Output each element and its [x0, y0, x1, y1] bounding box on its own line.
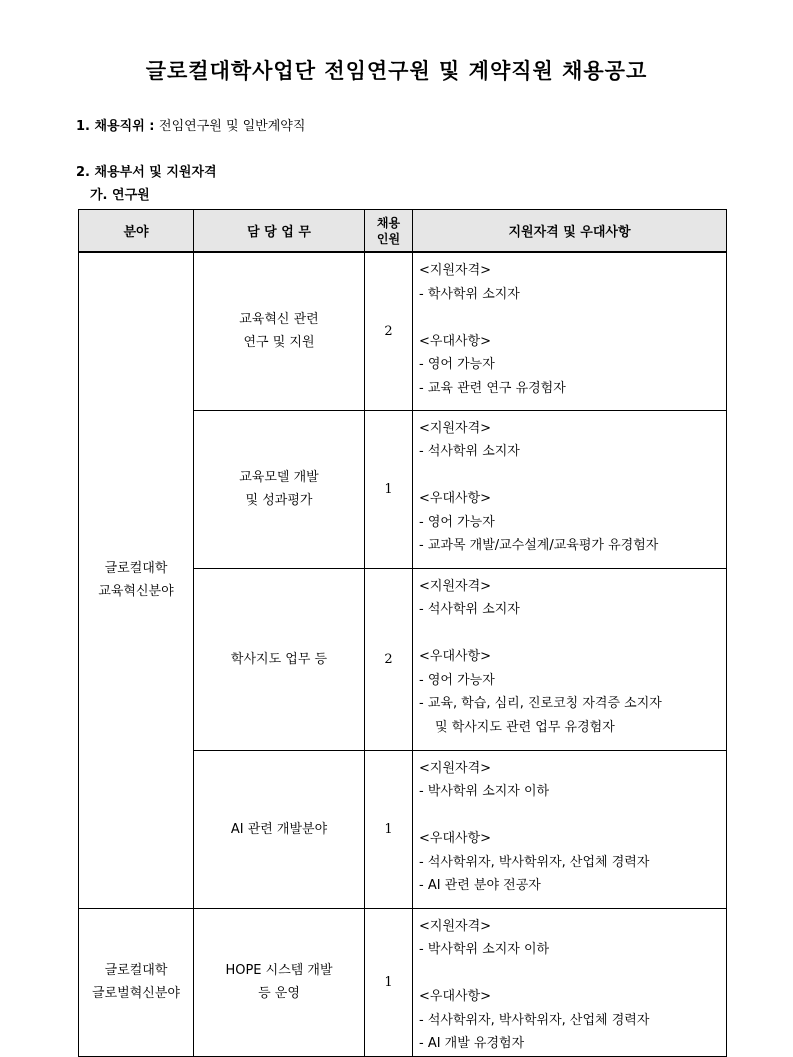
header-count	[365, 210, 413, 253]
field-line1: 글로컬대학	[104, 963, 168, 978]
duty-cell	[194, 252, 365, 410]
header-count-line1: 채용	[376, 215, 401, 230]
qualification-cell	[413, 750, 727, 908]
count-cell: 1	[365, 750, 413, 908]
pref-item-continued: 및 학사지도 관련 업무 유경험자	[435, 719, 615, 735]
section-1	[76, 115, 305, 134]
qual-item: - 학사학위 소지자	[419, 286, 520, 302]
duty-line1: 학사지도 업무 등	[230, 651, 328, 667]
qualification-cell	[413, 908, 727, 1056]
pref-item: - 교육, 학습, 심리, 진로코칭 자격증 소지자	[419, 696, 662, 711]
table-row	[79, 908, 727, 1056]
header-field: 분야	[79, 210, 194, 253]
header-duty: 담 당 업 무	[194, 210, 365, 253]
section-1-value: 전임연구원 및 일반계약직	[159, 119, 306, 134]
qual-heading: <지원자격>	[419, 918, 492, 934]
field-line2: 글로벌혁신분야	[92, 986, 180, 1001]
pref-item: - AI 관련 분야 전공자	[419, 878, 541, 893]
pref-heading: <우대사항>	[419, 831, 492, 846]
field-cell	[79, 908, 194, 1056]
recruitment-table	[78, 209, 727, 1057]
duty-line1: HOPE 시스템 개발	[225, 963, 333, 978]
qual-item: - 석사학위 소지자	[419, 444, 520, 459]
count-cell: 1	[365, 410, 413, 568]
header-count-line2: 인원	[376, 231, 401, 246]
qual-heading: <지원자격>	[419, 760, 492, 776]
count-cell: 1	[365, 908, 413, 1056]
pref-item: - 영어 가능자	[419, 672, 495, 688]
subsection-title: 가. 연구원	[90, 188, 150, 203]
duty-line2: 연구 및 지원	[243, 335, 315, 351]
pref-item: - 영어 가능자	[419, 357, 495, 372]
section-2-number: 2.	[76, 165, 90, 180]
count-cell: 2	[365, 568, 413, 750]
qual-heading: <지원자격>	[419, 578, 492, 594]
duty-cell	[194, 750, 365, 908]
pref-heading: <우대사항>	[419, 491, 492, 506]
qual-heading: <지원자격>	[419, 420, 492, 436]
pref-item: - AI 개발 유경험자	[419, 1036, 525, 1051]
section-1-number: 1.	[76, 119, 90, 134]
duty-line1: AI 관련 개발분야	[230, 821, 328, 837]
duty-line1: 교육모델 개발	[239, 470, 319, 485]
pref-item: - 교과목 개발/교수설계/교육평가 유경험자	[419, 538, 659, 553]
field-cell	[79, 252, 194, 908]
qual-item: - 박사학위 소지자 이하	[419, 784, 550, 799]
section-2	[76, 161, 217, 180]
pref-item: - 석사학위자, 박사학위자, 산업체 경력자	[419, 1012, 650, 1028]
field-line2: 교육혁신분야	[98, 584, 174, 600]
qualification-cell	[413, 252, 727, 410]
field-line1: 글로컬대학	[104, 561, 168, 577]
table-header-row	[79, 210, 727, 253]
section-1-label: 채용직위 :	[94, 119, 155, 134]
pref-heading: <우대사항>	[419, 989, 492, 1004]
qual-heading: <지원자격>	[419, 263, 492, 278]
duty-cell	[194, 568, 365, 750]
qual-item: - 박사학위 소지자 이하	[419, 942, 550, 957]
duty-line1: 교육혁신 관련	[239, 312, 319, 328]
pref-item: - 교육 관련 연구 유경험자	[419, 380, 566, 396]
table-row	[79, 252, 727, 410]
qual-item: - 석사학위 소지자	[419, 602, 520, 617]
count-cell: 2	[365, 252, 413, 410]
pref-item: - 영어 가능자	[419, 514, 495, 530]
duty-line2: 및 성과평가	[245, 493, 313, 508]
qualification-cell	[413, 410, 727, 568]
section-2-label: 채용부서 및 지원자격	[94, 165, 217, 180]
qualification-cell	[413, 568, 727, 750]
duty-line2: 등 운영	[258, 986, 300, 1001]
duty-cell	[194, 908, 365, 1056]
pref-heading: <우대사항>	[419, 649, 492, 664]
duty-cell	[194, 410, 365, 568]
pref-item: - 석사학위자, 박사학위자, 산업체 경력자	[419, 854, 650, 870]
page-title: 글로컬대학사업단 전임연구원 및 계약직원 채용공고	[145, 59, 648, 83]
pref-heading: <우대사항>	[419, 333, 492, 349]
header-qualification: 지원자격 및 우대사항	[413, 210, 727, 253]
